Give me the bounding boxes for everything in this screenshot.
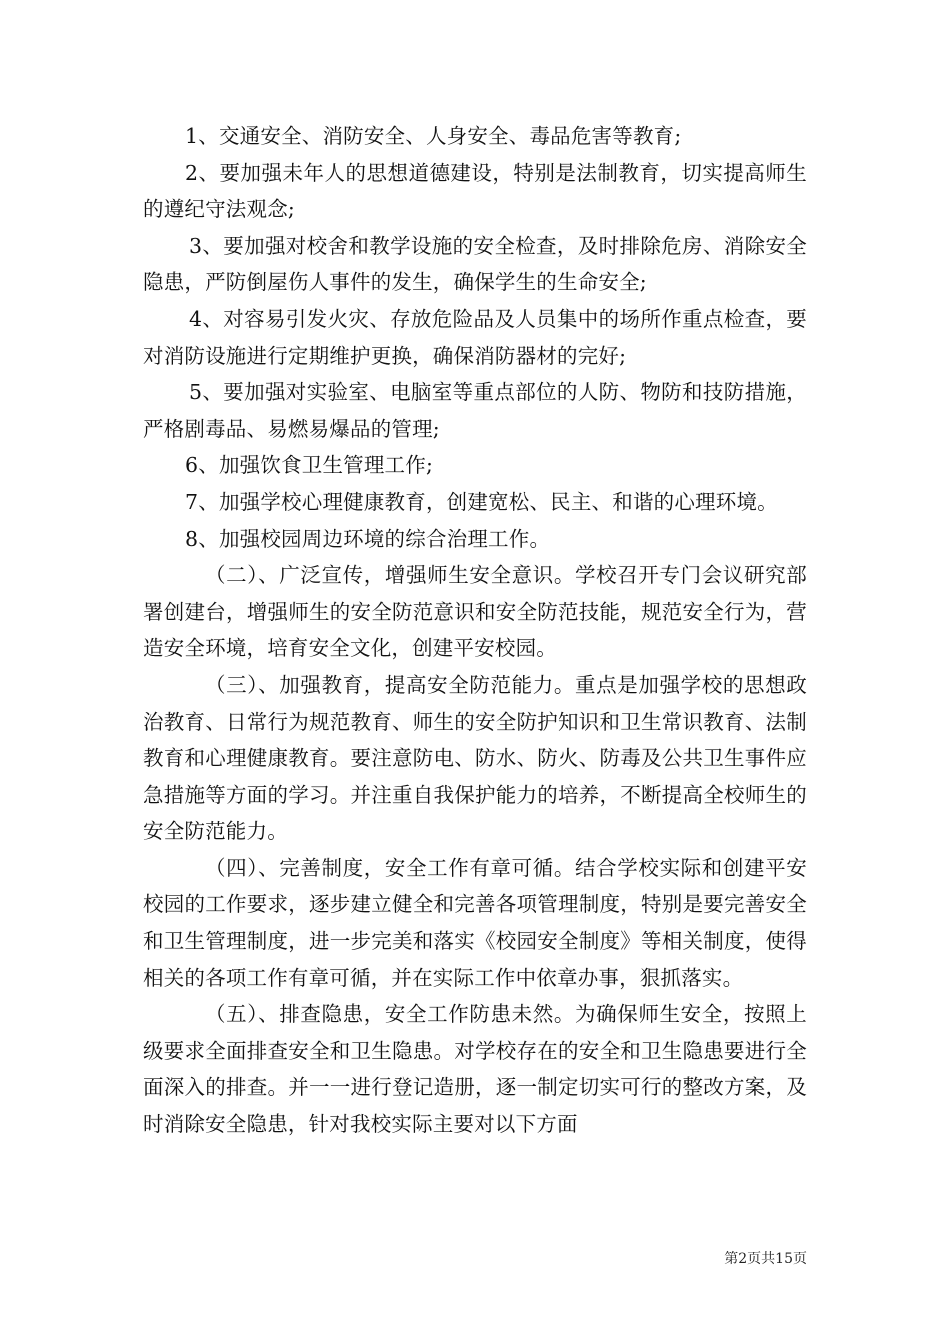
paragraph-item-7: 7、加强学校心理健康教育，创建宽松、民主、和谐的心理环境。 <box>185 489 778 514</box>
paragraph-item-8: 8、加强校园周边环境的综合治理工作。 <box>185 526 551 551</box>
document-body <box>143 118 807 1143</box>
paragraph-section-2: （二）、广泛宣传，增强师生安全意识。学校召开专门会议研究部署创建台，增强师生的安全防范意识和安全防范技能，规范安全行为，营造安全环境，培育安全文化，创建平安校园。 <box>143 563 807 661</box>
paragraph-item-1: 1、交通安全、消防安全、人身安全、毒品危害等教育; <box>185 124 682 148</box>
paragraph-item-2: 2、要加强未年人的思想道德建设，特别是法制教育，切实提高师生的遵纪守法观念; <box>143 160 807 222</box>
paragraph-item-3: 3、要加强对校舍和教学设施的安全检查，及时排除危房、消除安全隐患，严防倒屋伤人事件的发生，确保学生的生命安全; <box>143 233 807 295</box>
page-number: 第2页共15页 <box>724 1251 807 1267</box>
paragraph-item-4: 4、对容易引发火灾、存放危险品及人员集中的场所作重点检查，要对消防设施进行定期维护更换，确保消防器材的完好; <box>143 306 807 368</box>
paragraph-item-6: 6、加强饮食卫生管理工作; <box>185 453 434 478</box>
paragraph-item-5: 5、要加强对实验室、电脑室等重点部位的人防、物防和技防措施，严格剧毒品、易燃易爆品的管理; <box>143 380 807 441</box>
paragraph-section-3: （三）、加强教育，提高安全防范能力。重点是加强学校的思想政治教育、日常行为规范教育、师生的安全防护知识和卫生常识教育、法制教育和心理健康教育。要注意防电、防水、防火、防毒及公共卫生事件应急措施等方面的学习。并注重自我保护能力的培养，不断提高全校师生的安全防范能力。 <box>143 672 807 844</box>
paragraph-section-5: （五）、排查隐患，安全工作防患未然。为确保师生安全，按照上级要求全面排查安全和卫生隐患。对学校存在的安全和卫生隐患要进行全面深入的排查。并一一进行登记造册，逐一制定切实可行的整改方案，及时消除安全隐患，针对我校实际主要对以下方面 <box>143 1002 807 1137</box>
paragraph-section-4: （四）、完善制度，安全工作有章可循。结合学校实际和创建平安校园的工作要求，逐步建立健全和完善各项管理制度，特别是要完善安全和卫生管理制度，进一步完美和落实《校园安全制度》等相关制度，使得相关的各项工作有章可循，并在实际工作中依章办事，狠抓落实。 <box>143 855 807 990</box>
